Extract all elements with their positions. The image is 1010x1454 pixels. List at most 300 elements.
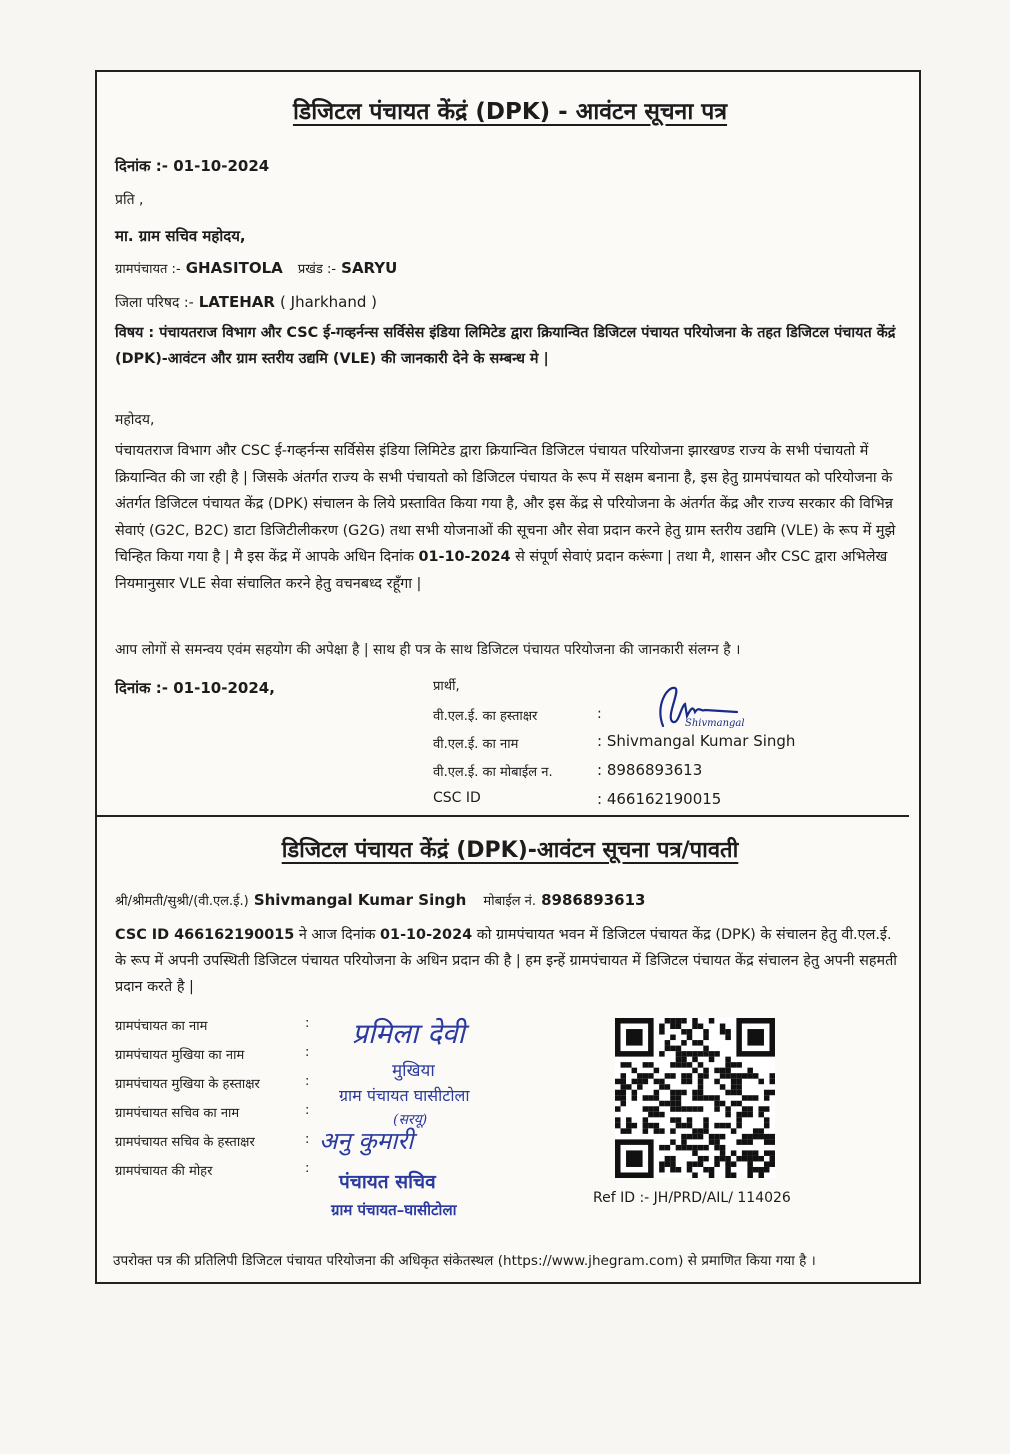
qr-module [659,1029,665,1035]
qr-module [731,1161,737,1167]
qr-module [758,1112,764,1118]
qr-module [626,1123,632,1129]
qr-module [703,1156,709,1162]
qr-module [637,1079,643,1085]
qr-module [626,1128,632,1134]
vle-signature-image [645,676,745,736]
qr-module [681,1057,687,1063]
qr-module [670,1018,676,1024]
qr-module [736,1156,742,1162]
qr-module [764,1161,770,1167]
qr-module [681,1139,687,1145]
qr-module [681,1106,687,1112]
qr-module [764,1106,770,1112]
qr-module [736,1084,742,1090]
qr-module [758,1128,764,1134]
qr-module [758,1167,764,1173]
vle-sign-label: वी.एल.ई. का हस्ताक्षर [433,709,538,724]
footer-note: उपरोक्त पत्र की प्रतिलिपी डिजिटल पंचायत परियोजना की अधिकृत संकेतस्थल (https://www.jhegram.com) से प्रमाणित किया गया है । [113,1253,816,1269]
qr-module [659,1051,665,1057]
qr-module [659,1167,665,1173]
qr-module [670,1161,676,1167]
qr-module [714,1139,720,1145]
qr-module [753,1134,759,1140]
qr-module [731,1079,737,1085]
qr-module [720,1123,726,1129]
qr-module [692,1057,698,1063]
qr-module [659,1101,665,1107]
qr-module [676,1046,682,1052]
qr-module [764,1134,770,1140]
qr-module [692,1128,698,1134]
qr-module [742,1156,748,1162]
qr-module [676,1051,682,1057]
qr-module [665,1156,671,1162]
vle-sign-colon: : [597,706,602,722]
qr-module [769,1090,775,1096]
csc-id-label: CSC ID [433,790,481,806]
qr-module [670,1062,676,1068]
qr-module [720,1068,726,1074]
qr-module [747,1106,753,1112]
qr-module [665,1084,671,1090]
qr-module [654,1095,660,1101]
qr-module [621,1095,627,1101]
qr-module [714,1123,720,1129]
qr-module [703,1068,709,1074]
qr-module [769,1139,775,1145]
field-colon: : [305,1045,310,1060]
qr-module [615,1095,621,1101]
qr-module [643,1062,649,1068]
qr-module [676,1167,682,1173]
qr-module [720,1145,726,1151]
qr-module [665,1161,671,1167]
qr-module [720,1084,726,1090]
qr-module [736,1079,742,1085]
qr-module [643,1128,649,1134]
qr-module [736,1073,742,1079]
qr-module [681,1018,687,1024]
field-colon: : [305,1016,310,1031]
qr-module [714,1079,720,1085]
qr-module [725,1112,731,1118]
qr-module [665,1046,671,1052]
qr-module [621,1101,627,1107]
qr-module [692,1150,698,1156]
qr-module [731,1101,737,1107]
gram-panchayat-label: ग्रामपंचायत :- [115,262,181,277]
qr-module [676,1095,682,1101]
qr-module [670,1156,676,1162]
qr-finder [747,1029,764,1046]
qr-module [687,1145,693,1151]
prakhand-label: प्रखंड :- [297,262,337,277]
qr-module [742,1112,748,1118]
qr-module [731,1084,737,1090]
qr-module [703,1051,709,1057]
qr-module [753,1156,759,1162]
qr-module [758,1106,764,1112]
qr-module [703,1095,709,1101]
field-seal: ग्रामपंचायत की मोहर [115,1164,213,1179]
qr-module [747,1167,753,1173]
qr-module [692,1051,698,1057]
addressee: मा. ग्राम सचिव महोदय, [115,227,246,245]
qr-module [742,1139,748,1145]
qr-module [742,1073,748,1079]
qr-module [714,1101,720,1107]
body-paragraph [115,438,905,597]
receipt-body-1: ने आज दिनांक [298,927,376,943]
qr-module [681,1090,687,1096]
qr-module [753,1095,759,1101]
qr-module [720,1024,726,1030]
qr-module [714,1051,720,1057]
qr-module [659,1128,665,1134]
ref-id: Ref ID :- JH/PRD/AIL/ 114026 [593,1190,791,1206]
qr-module [703,1035,709,1041]
qr-module [720,1134,726,1140]
qr-module [747,1134,753,1140]
qr-module [709,1018,715,1024]
salutation: महोदय, [115,412,155,428]
qr-module [731,1090,737,1096]
qr-module [731,1073,737,1079]
qr-finder [626,1029,643,1046]
qr-module [747,1073,753,1079]
qr-module [676,1024,682,1030]
qr-module [670,1095,676,1101]
qr-module [654,1079,660,1085]
qr-module [643,1106,649,1112]
qr-module [731,1062,737,1068]
subject [115,320,905,372]
qr-module [681,1073,687,1079]
qr-module [703,1123,709,1129]
qr-module [725,1068,731,1074]
qr-module [670,1106,676,1112]
qr-module [643,1117,649,1123]
qr-module [676,1117,682,1123]
receipt-paragraph [115,922,905,1000]
qr-module [632,1079,638,1085]
qr-module [725,1167,731,1173]
qr-module [769,1134,775,1140]
field-panchayat-name: ग्रामपंचायत का नाम [115,1019,208,1034]
qr-module [692,1095,698,1101]
qr-module [764,1117,770,1123]
qr-module [648,1062,654,1068]
qr-module [736,1117,742,1123]
qr-module [720,1073,726,1079]
qr-module [626,1084,632,1090]
qr-module [703,1073,709,1079]
qr-module [632,1095,638,1101]
qr-module [736,1139,742,1145]
vle-name-label: वी.एल.ई. का नाम [433,737,519,752]
field-mukhiya-name: ग्रामपंचायत मुखिया का नाम [115,1048,245,1063]
body-text-2: से संपूर्ण सेवाएं प्रदान करूंगा | तथा मै, शासन और CSC द्वारा अभिलेख नियमानुसार VLE सेवा संचालित करने हेतु वचनबध्द रहूँगा | [115,549,888,592]
qr-module [698,1073,704,1079]
qr-module [692,1161,698,1167]
qr-module [703,1046,709,1052]
qr-module [665,1145,671,1151]
receipt-body-date: 01-10-2024 [380,927,473,943]
qr-module [665,1101,671,1107]
qr-module [621,1090,627,1096]
qr-module [747,1150,753,1156]
qr-module [654,1106,660,1112]
qr-module [670,1128,676,1134]
qr-module [698,1156,704,1162]
qr-module [747,1156,753,1162]
qr-module [670,1024,676,1030]
qr-module [725,1123,731,1129]
qr-module [725,1106,731,1112]
qr-module [648,1095,654,1101]
qr-module [731,1150,737,1156]
qr-module [681,1040,687,1046]
qr-module [709,1057,715,1063]
qr-module [681,1051,687,1057]
qr-module [720,1101,726,1107]
zila-label: जिला परिषद :- [115,295,194,311]
vle-name-value: : Shivmangal Kumar Singh [597,732,796,750]
letter-title: डिजिटल पंचायत केंद्रं (DPK) - आवंटन सूचना पत्र [292,99,728,125]
qr-module [725,1029,731,1035]
qr-module [714,1145,720,1151]
qr-module [670,1167,676,1173]
qr-module [703,1117,709,1123]
field-sachiv-name: ग्रामपंचायत सचिव का नाम [115,1106,240,1121]
qr-module [654,1112,660,1118]
qr-module [753,1150,759,1156]
qr-module [764,1123,770,1129]
qr-module [654,1068,660,1074]
qr-module [681,1123,687,1129]
qr-module [632,1090,638,1096]
qr-module [698,1128,704,1134]
qr-module [687,1167,693,1173]
qr-module [665,1040,671,1046]
qr-module [725,1073,731,1079]
qr-module [676,1062,682,1068]
qr-module [654,1123,660,1129]
qr-module [747,1161,753,1167]
qr-module [764,1090,770,1096]
prati: प्रति , [115,192,144,208]
qr-module [687,1035,693,1041]
prarthi: प्रार्थी, [433,679,460,694]
sachiv-seal-line1: पंचायत सचिव [339,1171,436,1193]
subject-text: पंचायतराज विभाग और CSC ई-गव्हर्नन्स सर्विसेस इंडिया लिमिटेड द्वारा क्रियान्वित डिजिटल पंचायत परियोजना के तहत डिजिटल पंचायत केंद्रं (DPK)-आवंटन और ग्राम स्तरीय उद्यमि (VLE) की जानकारी देने के सम्बन्ध मे | [115,325,896,367]
qr-module [725,1057,731,1063]
qr-module [758,1172,764,1178]
shri-label: श्री/श्रीमती/सुश्री/(वी.एल.ई.) [115,894,249,909]
qr-module [692,1145,698,1151]
section-divider [97,815,909,817]
receipt-vle-line [115,890,646,909]
qr-module [692,1018,698,1024]
qr-module [692,1068,698,1074]
qr-module [731,1128,737,1134]
field-colon: : [305,1103,310,1118]
sign-date: दिनांक :- 01-10-2024, [115,679,275,697]
qr-module [698,1134,704,1140]
qr-module [769,1161,775,1167]
qr-module [676,1145,682,1151]
qr-module [670,1139,676,1145]
qr-module [698,1062,704,1068]
panchayat-line [115,258,397,277]
qr-code [615,1018,775,1178]
qr-module [626,1062,632,1068]
qr-module [731,1172,737,1178]
body-date: 01-10-2024 [418,549,511,565]
letter-frame [95,70,921,1284]
qr-module [676,1090,682,1096]
qr-module [714,1095,720,1101]
qr-module [758,1134,764,1140]
qr-module [742,1150,748,1156]
qr-module [698,1040,704,1046]
qr-module [643,1123,649,1129]
qr-module [643,1079,649,1085]
qr-module [764,1095,770,1101]
qr-module [648,1123,654,1129]
field-sachiv-sign: ग्रामपंचायत सचिव के हस्ताक्षर [115,1135,255,1150]
qr-module [648,1112,654,1118]
qr-module [742,1106,748,1112]
field-colon: : [305,1132,310,1147]
qr-module [725,1161,731,1167]
qr-module [698,1106,704,1112]
qr-module [670,1117,676,1123]
qr-module [648,1073,654,1079]
qr-module [681,1145,687,1151]
receipt-body-2: को ग्रामपंचायत भवन में डिजिटल पंचायत केंद्र (DPK) के संचालन हेतु वी.एल.ई. के रूप में अपनी उपस्थिती डिजिटल पंचायत परियोजना के अधिन प्रदान की है | हम इन्हें ग्रामपंचायत में डिजिटल पंचायत केंद्र संचालन हेतु अपनी सहमती प्रदान करते है | [115,927,898,995]
qr-module [769,1156,775,1162]
state-value: ( Jharkhand ) [280,293,377,311]
mukhiya-stamp-line1: मुखिया [392,1061,435,1081]
qr-module [703,1128,709,1134]
receipt-vle-name: Shivmangal Kumar Singh [253,891,467,909]
qr-module [714,1106,720,1112]
qr-module [703,1167,709,1173]
qr-module [747,1172,753,1178]
qr-module [687,1161,693,1167]
qr-module [736,1062,742,1068]
qr-module [753,1073,759,1079]
qr-module [769,1073,775,1079]
qr-module [659,1145,665,1151]
qr-module [615,1117,621,1123]
zila-value: LATEHAR [198,293,275,311]
qr-module [676,1057,682,1063]
qr-module [621,1079,627,1085]
qr-module [725,1156,731,1162]
closing-line: आप लोगों से समन्वय एवंम सहयोग की अपेक्षा है | साथ ही पत्र के साथ डिजिटल पंचायत परियोजना की जानकारी संलग्न है । [115,642,741,658]
qr-module [709,1051,715,1057]
qr-module [615,1079,621,1085]
receipt-csc-id: CSC ID 466162190015 [115,927,295,943]
mukhiya-signature: प्रमिला देवी [352,1017,465,1050]
qr-module [714,1156,720,1162]
qr-module [687,1051,693,1057]
qr-module [747,1112,753,1118]
qr-module [659,1079,665,1085]
qr-module [676,1106,682,1112]
date-line: दिनांक :- 01-10-2024 [115,157,270,175]
vle-mobile-label: वी.एल.ई. का मोबाईल न. [433,765,553,780]
qr-module [709,1167,715,1173]
receipt-mobile-label: मोबाईल नं. [483,894,537,909]
qr-module [676,1101,682,1107]
qr-module [670,1073,676,1079]
qr-module [670,1046,676,1052]
qr-module [692,1040,698,1046]
qr-module [747,1068,753,1074]
subject-prefix: विषय : [115,325,155,341]
qr-module [709,1172,715,1178]
qr-module [764,1150,770,1156]
qr-module [764,1139,770,1145]
qr-module [714,1068,720,1074]
qr-module [725,1062,731,1068]
qr-module [736,1112,742,1118]
qr-module [747,1139,753,1145]
qr-module [681,1134,687,1140]
qr-module [725,1172,731,1178]
qr-module [659,1084,665,1090]
qr-module [736,1101,742,1107]
qr-module [637,1073,643,1079]
prakhand-value: SARYU [341,259,398,277]
qr-module [692,1172,698,1178]
qr-module [698,1145,704,1151]
qr-module [643,1095,649,1101]
qr-module [681,1029,687,1035]
qr-module [687,1079,693,1085]
qr-module [681,1062,687,1068]
sachiv-seal-line2: ग्राम पंचायत–घासीटोला [331,1201,457,1219]
qr-module [764,1167,770,1173]
qr-module [720,1029,726,1035]
qr-module [687,1106,693,1112]
qr-module [687,1029,693,1035]
qr-module [758,1156,764,1162]
qr-module [632,1123,638,1129]
sachiv-signature: अनु कुमारी [319,1127,414,1155]
qr-module [632,1068,638,1074]
qr-module [692,1024,698,1030]
qr-module [665,1073,671,1079]
qr-module [626,1117,632,1123]
qr-module [687,1123,693,1129]
qr-module [615,1106,621,1112]
qr-module [703,1029,709,1035]
qr-module [681,1079,687,1085]
qr-module [621,1084,627,1090]
vle-signature-text: Shivmangal [685,718,745,729]
qr-module [654,1128,660,1134]
qr-module [698,1051,704,1057]
csc-id-value: : 466162190015 [597,790,722,808]
mukhiya-stamp-line2: ग्राम पंचायत घासीटोला [339,1086,470,1105]
qr-module [687,1134,693,1140]
qr-module [753,1128,759,1134]
